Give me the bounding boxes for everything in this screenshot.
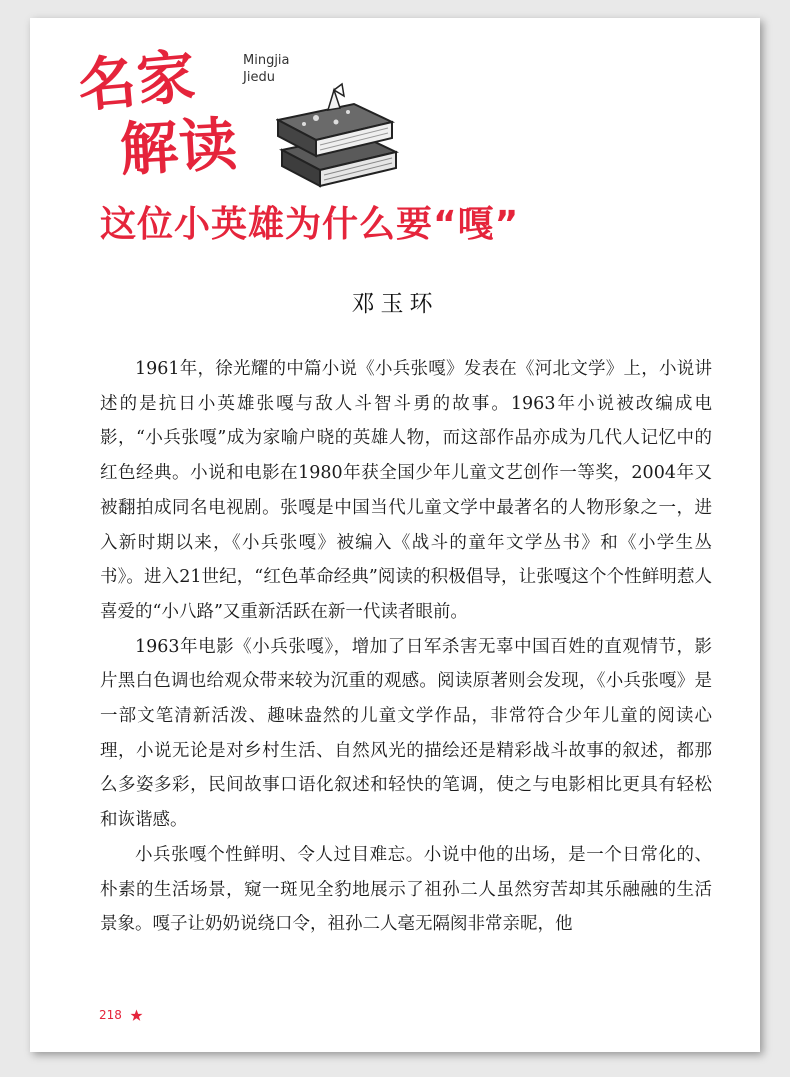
article-author: 邓玉环: [351, 291, 439, 317]
article-paragraph: 1961年，徐光耀的中篇小说《小兵张嘎》发表在《河北文学》上，小说讲述的是抗日小英雄张嘎与敌人斗智斗勇的故事。1963年小说被改编成电影，“小兵张嘎”成为家喻户晓的英雄人物，而这部作品亦成为几代人记忆中的红色经典。小说和电影在1980年获全国少年儿童文艺创作一等奖，2004年又被翻拍成同名电视剧。张嘎是中国当代儿童文学中最著名的人物形象之一，进入新时期以来，《小兵张嘎》被编入《战斗的童年文学丛书》和《小学生丛书》。进入21世纪，“红色革命经典”阅读的积极倡导，让张嘎这个个性鲜明惹人喜爱的“小八路”又重新活跃在新一代读者眼前。: [100, 359, 712, 622]
star-icon: [130, 1009, 143, 1022]
brand-pinyin-line1: Mingjia: [243, 53, 290, 68]
brand-pinyin: [243, 52, 303, 86]
article-paragraph: 1963年电影《小兵张嘎》，增加了日军杀害无辜中国百姓的直观情节，影片黑白色调也给观众带来较为沉重的观感。阅读原著则会发现，《小兵张嘎》是一部文笔清新活泼、趣味盎然的儿童文学作品，非常符合少年儿童的阅读心理，小说无论是对乡村生活、自然风光的描绘还是精彩战斗故事的叙述，都那么多姿多彩，民间故事口语化叙述和轻快的笔调，使之与电影相比更具有轻松和诙谐感。: [100, 636, 712, 831]
article-paragraph: 小兵张嘎个性鲜明、令人过目难忘。小说中他的出场，是一个日常化的、朴素的生活场景，窥一斑见全豹地展示了祖孙二人虽然穷苦却其乐融融的生活景象。嘎子让奶奶说绕口令，祖孙二人毫无隔阂非常亲昵，他: [100, 844, 712, 935]
brand-pinyin-line2: Jiedu: [243, 70, 275, 85]
brand-chinese-logo: [68, 41, 240, 185]
brand-chinese-line2: 解读: [118, 109, 240, 185]
page-number: 218: [99, 1008, 122, 1022]
column-brand: [68, 42, 398, 187]
brand-chinese-line1: 名家: [75, 41, 199, 121]
page-footer: [99, 1008, 143, 1022]
books-icon: [276, 82, 401, 192]
article-title: 这位小英雄为什么要“嘎”: [100, 204, 520, 245]
article-body: [100, 352, 712, 942]
